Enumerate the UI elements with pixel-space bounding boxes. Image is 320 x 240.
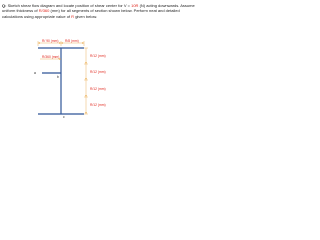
- force-value: 10R: [131, 3, 139, 8]
- right-dimension-3: R/12 (mm): [90, 87, 106, 91]
- question-text-part-4: given below.: [75, 13, 98, 19]
- arrow-right-2: [85, 78, 87, 80]
- arrow-top-left-a: [38, 42, 40, 44]
- question-text-part-3: (mm) for all segments of section shown below. Perform neat and detailed calculations using appropriate value of: [2, 8, 180, 19]
- top-right-dimension: R/8 (mm): [65, 39, 79, 43]
- cross-section-figure: [0, 38, 200, 123]
- arrow-top-right-a: [61, 42, 63, 44]
- dimension-arrows: [38, 42, 87, 114]
- question-text: [2, 3, 198, 19]
- mid-left-dimension: R/360 (mm): [42, 55, 60, 59]
- point-label-b: b: [57, 75, 59, 79]
- question-text-part-2: (N) acting downwards. Assume uniform thickness of: [2, 3, 195, 14]
- right-dimension-1: R/12 (mm): [90, 54, 106, 58]
- question-label: Q:: [2, 3, 7, 8]
- arrow-top-right-b: [82, 42, 84, 44]
- point-label-c: c: [63, 115, 65, 119]
- dimension-lines: [38, 41, 88, 114]
- right-dimension-4: R/12 (mm): [90, 103, 106, 107]
- arrow-right-1: [85, 62, 87, 64]
- top-left-dimension: R/ 90 (mm): [42, 39, 59, 43]
- arrow-top-left-b: [59, 42, 61, 44]
- right-dimension-2: R/12 (mm): [90, 70, 106, 74]
- question-text-part-1: Sketch shear flow diagram and locate position of shear center for V =: [7, 3, 130, 8]
- thickness-value: R/360: [38, 8, 50, 14]
- arrow-right-3: [85, 95, 87, 97]
- r-symbol: R: [71, 13, 75, 19]
- arrow-right-4: [85, 112, 87, 114]
- point-label-a: a: [34, 71, 36, 75]
